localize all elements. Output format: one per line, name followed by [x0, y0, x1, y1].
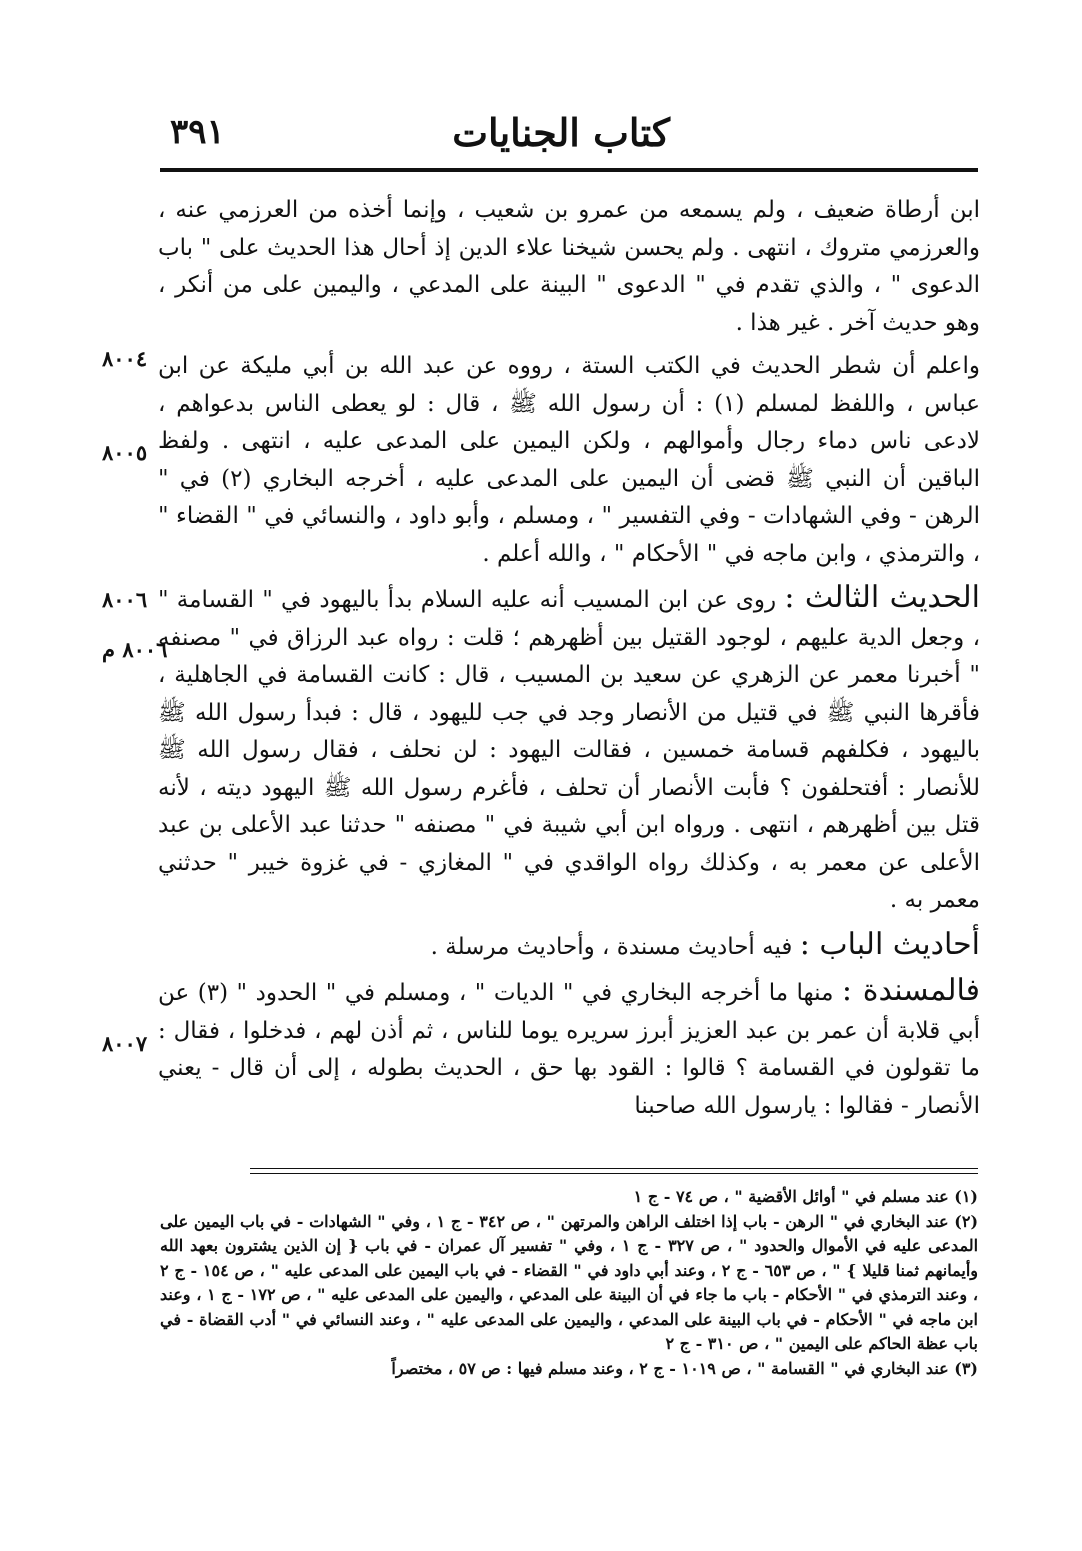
book-title: كتاب الجنايات: [452, 110, 670, 155]
paragraph-text: منها ما أخرجه البخاري في " الديات " ، ومسلم في " الحدود " (٣) عن أبي قلابة أن عمر بن عبد العزيز أبرز سريره يوما للناس ، ثم أذن لهم ، فدخلوا ، فقال : ما تقولون في القسامة ؟ قالوا : القود بها حق ، الحديث بطوله ، إلى أن قال - يعني الأنصار - فقالوا : يارسول الله صاحبنا: [158, 980, 980, 1119]
paragraph-text: فيه أحاديث مسندة ، وأحاديث مرسلة .: [430, 933, 793, 960]
footnote-rule: [250, 1168, 978, 1174]
hadith-number: ٨٠٠٧: [102, 1031, 148, 1056]
page-number: ٣٩١: [170, 112, 225, 152]
hadith-number: ٨٠٠٦: [102, 587, 148, 612]
hadith-number: ٨٠٠٦ م: [102, 637, 168, 662]
footnote: (٣) عند البخاري في " القسامة " ، ص ١٠١٩ - ج ٢ ، وعند مسلم فيها : ص ٥٧ ، مختصراً: [391, 1358, 978, 1378]
footnote: (٢) عند البخاري في " الرهن - باب إذا اختلف الراهن والمرتهن " ، ص ٣٤٢ - ج ١ ، وفي " الشهادات - في باب اليمين على المدعى عليه في الأموال والحدود " ، ص ٣٢٧ - ج ١ ، وفي " تفسير آل عمران - في باب { إن الذين يشترون بعهد الله وأيمانهم ثمنا قليلا } " ، ص ٦٥٣ - ج ٢ ، وعند أبي داود في " القضاء - في باب اليمين على المدعى عليه " ، ص ١٥٤ - ج ٢ ، وعند الترمذي في " الأحكام - باب ما جاء في أن البينة على المدعي ، واليمين على المدعى عليه " ، ص ١٧٢ - ج ١ ، وعند ابن ماجه في " الأحكام - في باب البينة على المدعي ، واليمين على المدعى عليه " ، وعند النسائي في " أدب القضاة - في باب عظة الحاكم على اليمين " ، ص ٣١٠ - ج ٢: [160, 1211, 979, 1353]
section-heading: أحاديث الباب :: [799, 926, 980, 962]
main-text: [158, 192, 980, 1125]
paragraph: [158, 579, 980, 920]
hadith-number: ٨٠٠٥: [102, 440, 148, 465]
footnote: (١) عند مسلم في " أوائل الأقضية " ، ص ٧٤ - ج ١: [633, 1187, 978, 1206]
section-heading: فالمسندة :: [841, 973, 980, 1008]
footnotes: [160, 1185, 978, 1381]
page-header: [150, 108, 970, 158]
paragraph: واعلم أن شطر الحديث في الكتب الستة ، رووه عن عبد الله بن أبي مليكة عن ابن عباس ، واللفظ لمسلم (١) : أن رسول الله ﷺ ، قال : لو يعطى الناس بدعواهم ، لادعى ناس دماء رجال وأموالهم ، ولكن اليمين على المدعى عليه ، انتهى . ولفظ الباقين أن النبي ﷺ قضى أن اليمين على المدعى عليه ، أخرجه البخاري (٢) في " الرهن - وفي الشهادات - وفي التفسير " ، ومسلم ، وأبو داود ، والنسائي في " القضاء " ، والترمذي ، وابن ماجه في " الأحكام " ، والله أعلم .: [158, 353, 980, 567]
paragraph-text: روى عن ابن المسيب أنه عليه السلام بدأ باليهود في " القسامة " ، وجعل الدية عليهم ، لوجود القتيل بين أظهرهم ؛ قلت : رواه عبد الرزاق في " مصنفه " أخبرنا معمر عن الزهري عن سعيد بن المسيب ، قال : كانت القسامة في الجاهلية ، فأقرها النبي ﷺ في قتيل من الأنصار وجد في جب لليهود ، قال : فبدأ رسول الله ﷺ باليهود ، فكلفهم قسامة خمسين ، فقالت اليهود : لن نحلف ، فقال رسول الله ﷺ للأنصار : أفتحلفون ؟ فأبت الأنصار أن تحلف ، فأغرم رسول الله ﷺ اليهود ديته ، لأنه قتل بين أظهرهم ، انتهى . ورواه ابن أبي شيبة في " مصنفه " حدثنا عبد الأعلى بن عبد الأعلى عن معمر به ، وكذلك رواه الواقدي في " المغازي - في غزوة خيبر " حدثني معمر به .: [158, 587, 980, 913]
section-heading: الحديث الثالث :: [784, 580, 981, 615]
header-rule: [160, 168, 978, 172]
paragraph: [158, 972, 980, 1125]
paragraph: ابن أرطاة ضعيف ، ولم يسمعه من عمرو بن شعيب ، وإنما أخذه من العرزمي عنه ، والعرزمي متروك ، انتهى . ولم يحسن شيخنا علاء الدين إذ أحال هذا الحديث على " باب الدعوى " ، والذي تقدم في " الدعوى " البينة على المدعي ، واليمين على من أنكر ، وهو حديث آخر . غير هذا .: [158, 197, 980, 336]
paragraph: [158, 926, 980, 967]
hadith-number: ٨٠٠٤: [102, 346, 148, 371]
